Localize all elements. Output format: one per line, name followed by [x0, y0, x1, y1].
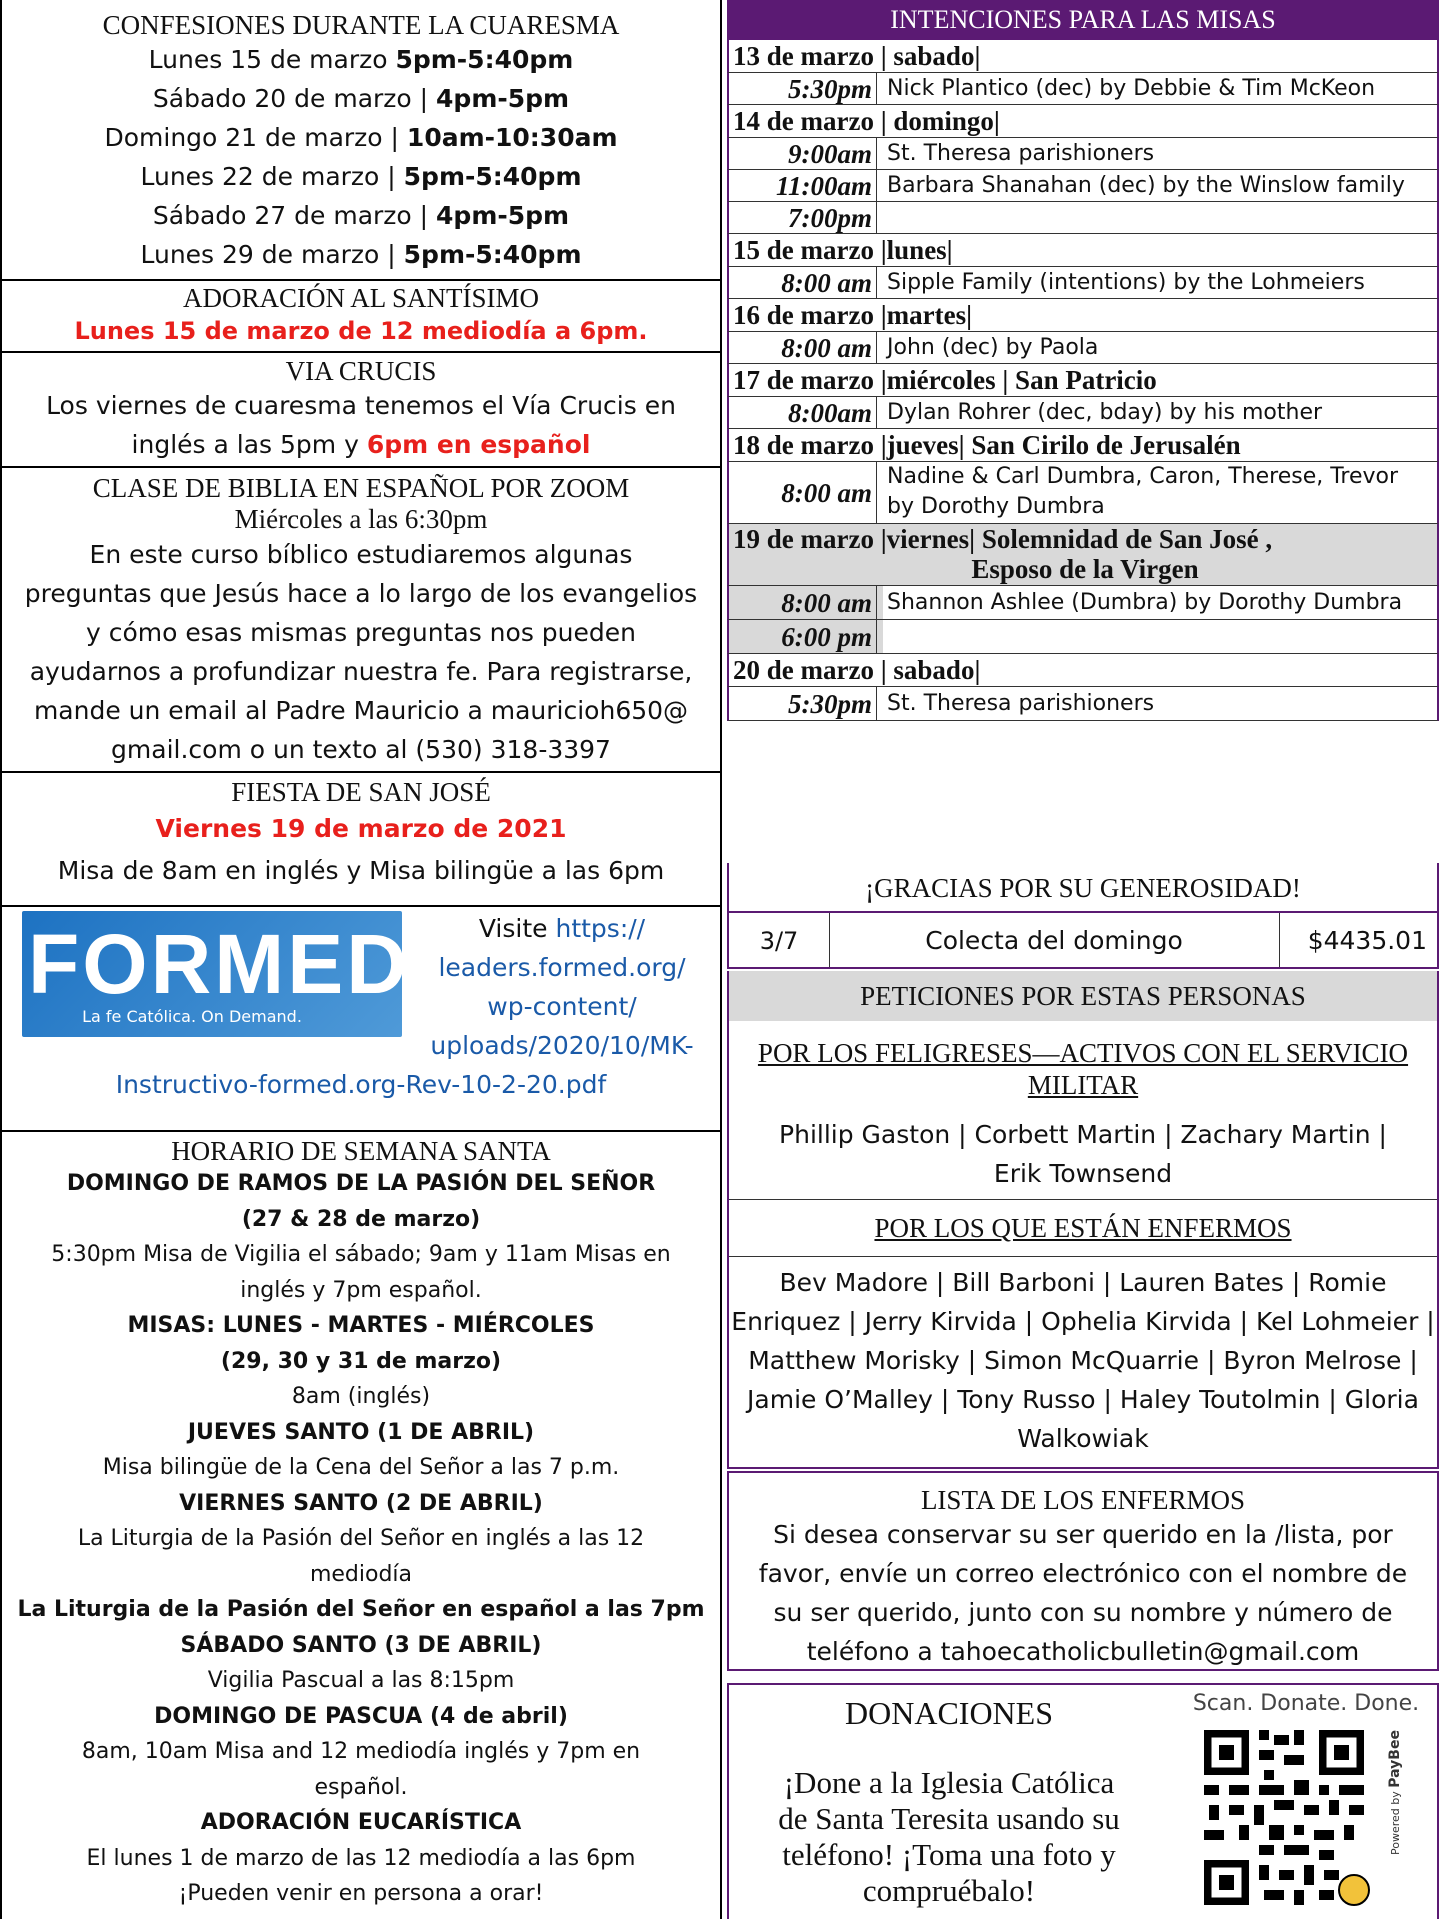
intenciones-mass-row — [727, 267, 1439, 299]
intenciones-time: 8:00am — [729, 397, 877, 428]
intenciones-date-row — [727, 364, 1439, 397]
intenciones-date-row — [727, 40, 1439, 73]
confesiones-box — [0, 0, 722, 281]
intenciones-mass-row — [727, 397, 1439, 429]
intenciones-date: 13 de marzo | sabado| — [733, 41, 981, 71]
semana-santa-title: HORARIO DE SEMANA SANTA — [171, 1136, 551, 1166]
semana-santa-line: ¡Pueden venir en persona a orar! — [178, 1881, 544, 1906]
formed-url-5[interactable]: Instructivo-formed.org-Rev-10-2-20.pdf — [115, 1070, 607, 1099]
fiesta-date: Viernes 19 de marzo de 2021 — [155, 814, 567, 843]
militar-title-2: MILITAR — [1027, 1070, 1139, 1100]
confesiones-day: Domingo 21 de marzo | — [104, 123, 407, 152]
lista-line: Si desea conservar su ser querido en la /lista, por — [773, 1520, 1393, 1549]
intenciones-date: 17 de marzo |miércoles | San Patricio — [733, 365, 1157, 395]
intenciones-date-row — [727, 299, 1439, 332]
donaciones-text — [739, 1765, 1159, 1909]
intenciones-time: 9:00am — [729, 138, 877, 169]
intenciones-mass-row — [727, 170, 1439, 202]
via-crucis-line2b: 6pm en español — [366, 430, 591, 459]
enfermos-line: Jamie O’Malley | Tony Russo | Haley Toutolmin | Gloria — [747, 1385, 1419, 1414]
donaciones-box — [727, 1683, 1439, 1919]
formed-tagline: La fe Católica. On Demand. — [82, 1007, 302, 1026]
donaciones-line: de Santa Teresita usando su — [778, 1801, 1120, 1836]
intenciones-date-row — [727, 234, 1439, 267]
formed-url-1[interactable]: https:// — [555, 914, 646, 943]
gracias-row — [727, 913, 1439, 969]
adoracion-text: Lunes 15 de marzo de 12 mediodía a 6pm. — [74, 317, 648, 345]
intenciones-text — [883, 138, 1437, 169]
intenciones-text — [883, 73, 1437, 104]
intenciones-mass-row — [727, 586, 1439, 620]
confesiones-day: Sábado 20 de marzo | — [152, 84, 437, 113]
formed-logo-text: FORMED — [28, 917, 410, 1011]
intenciones-title: INTENCIONES PARA LAS MISAS — [727, 0, 1439, 40]
intenciones-mass-row — [727, 332, 1439, 364]
confesiones-time: 4pm-5pm — [436, 201, 570, 230]
intenciones-mass-row — [727, 620, 1439, 654]
semana-santa-box — [0, 1130, 722, 1919]
intenciones-solemn-row — [727, 524, 1439, 586]
intenciones-intent: Sipple Family (intentions) by the Lohmeiers — [887, 270, 1365, 295]
via-crucis-title: VIA CRUCIS — [285, 356, 437, 386]
intenciones-intent: Shannon Ashlee (Dumbra) by Dorothy Dumbra — [887, 590, 1403, 615]
intenciones-date: 20 de marzo | sabado| — [733, 655, 981, 685]
donaciones-line: compruébalo! — [862, 1873, 1036, 1908]
confesiones-day: Lunes 22 de marzo | — [140, 162, 404, 191]
militar-title-1: POR LOS FELIGRESES—ACTIVOS CON EL SERVICIO — [757, 1038, 1409, 1068]
intenciones-mass-row — [727, 202, 1439, 234]
semana-santa-line: VIERNES SANTO (2 DE ABRIL) — [179, 1490, 543, 1516]
gracias-date: 3/7 — [729, 913, 830, 967]
enfermos-line: Matthew Morisky | Simon McQuarrie | Byron Melrose | — [748, 1346, 1418, 1375]
intenciones-text — [883, 586, 1437, 619]
donaciones-line: teléfono! ¡Toma una foto y — [782, 1837, 1116, 1872]
formed-visit-label: Visite — [478, 914, 556, 943]
adoracion-box — [0, 279, 722, 353]
via-crucis-line2a: inglés a las 5pm y — [131, 430, 367, 459]
confesiones-title: CONFESIONES DURANTE LA CUARESMA — [102, 10, 620, 40]
intenciones-text — [883, 267, 1437, 298]
formed-url-2[interactable]: leaders.formed.org/ — [438, 953, 686, 982]
paybee-label — [1385, 1730, 1405, 1855]
enfermos-line: Walkowiak — [1017, 1424, 1149, 1453]
confesiones-line — [2, 196, 720, 235]
semana-santa-line: Vigilia Pascual a las 8:15pm — [207, 1668, 515, 1693]
intenciones-text — [883, 332, 1437, 363]
semana-santa-line: inglés y 7pm español. — [240, 1277, 482, 1303]
gracias-label: Colecta del domingo — [829, 913, 1280, 967]
biblia-box — [0, 466, 722, 773]
formed-url-3[interactable]: wp-content/ — [487, 992, 637, 1021]
semana-santa-line: (27 & 28 de marzo) — [241, 1206, 481, 1232]
confesiones-time: 4pm-5pm — [436, 84, 570, 113]
intenciones-time: 11:00am — [729, 170, 877, 201]
semana-santa-line: 8am, 10am Misa and 12 mediodía inglés y 7pm en — [81, 1739, 641, 1764]
semana-santa-line: mediodía — [309, 1561, 413, 1587]
via-crucis-line2 — [2, 425, 720, 464]
intenciones-solemn-line2: Esposo de la Virgen — [971, 554, 1199, 584]
intenciones-text — [883, 397, 1437, 428]
formed-box — [0, 905, 722, 1132]
intenciones-time: 8:00 am — [729, 462, 877, 523]
fiesta-box — [0, 771, 722, 907]
confesiones-line — [2, 157, 720, 196]
intenciones-date: 16 de marzo |martes| — [733, 300, 973, 330]
intenciones-text — [883, 462, 1437, 523]
semana-santa-line: DOMINGO DE RAMOS DE LA PASIÓN DEL SEÑOR — [66, 1171, 656, 1196]
intenciones-intent: Nadine & Carl Dumbra, Caron, Therese, Trevor — [887, 464, 1399, 489]
intenciones-date-row — [727, 105, 1439, 138]
confesiones-day: Lunes 15 de marzo — [148, 45, 396, 74]
adoracion-title: ADORACIÓN AL SANTÍSIMO — [182, 283, 539, 313]
paybee-powered: Powered by — [1389, 1791, 1402, 1855]
intenciones-time: 7:00pm — [729, 202, 877, 233]
peticiones-box — [727, 1021, 1439, 1469]
scan-donate-text: Scan. Donate. Done. — [1192, 1691, 1420, 1716]
intenciones-time: 8:00 am — [729, 267, 877, 298]
intenciones-time: 5:30pm — [729, 687, 877, 720]
right-column — [727, 0, 1439, 1919]
intenciones-mass-row — [727, 687, 1439, 721]
confesiones-day: Sábado 27 de marzo | — [152, 201, 437, 230]
semana-santa-line: El lunes 1 de marzo de las 12 mediodía a las 6pm — [86, 1845, 636, 1871]
militar-line: Phillip Gaston | Corbett Martin | Zachary Martin | — [779, 1120, 1387, 1149]
lista-box — [727, 1471, 1439, 1671]
intenciones-intent: St. Theresa parishioners — [887, 691, 1155, 716]
intenciones-solemn-line1: 19 de marzo |viernes| Solemnidad de San José , — [733, 524, 1273, 554]
intenciones-time: 6:00 pm — [729, 620, 877, 653]
gracias-title: ¡GRACIAS POR SU GENEROSIDAD! — [727, 863, 1439, 913]
confesiones-line — [2, 235, 720, 274]
semana-santa-line: JUEVES SANTO (1 DE ABRIL) — [187, 1419, 535, 1445]
intenciones-date-row — [727, 429, 1439, 462]
semana-santa-line: 8am (inglés) — [291, 1384, 431, 1409]
confesiones-line — [2, 118, 720, 157]
intenciones-intent: Nick Plantico (dec) by Debbie & Tim McKeon — [887, 76, 1376, 101]
intenciones-time: 5:30pm — [729, 73, 877, 104]
confesiones-time: 5pm-5:40pm — [403, 240, 582, 269]
confesiones-time: 5pm-5:40pm — [403, 162, 582, 191]
formed-visit-line1 — [412, 909, 712, 948]
biblia-line: preguntas que Jesús hace a lo largo de los evangelios — [24, 579, 698, 608]
biblia-lines — [2, 535, 720, 769]
intenciones-text — [883, 202, 1437, 233]
lista-line: teléfono a tahoecatholicbulletin@gmail.com — [806, 1637, 1360, 1666]
semana-santa-line: (29, 30 y 31 de marzo) — [220, 1348, 502, 1374]
qr-code-icon[interactable] — [1199, 1725, 1379, 1915]
confesiones-time: 10am-10:30am — [406, 123, 618, 152]
semana-santa-line: español. — [314, 1774, 408, 1800]
intenciones-text — [883, 170, 1437, 201]
intenciones-time: 8:00 am — [729, 332, 877, 363]
intenciones-time: 8:00 am — [729, 586, 877, 619]
intenciones-text — [883, 620, 1437, 653]
formed-logo[interactable] — [22, 911, 410, 1037]
semana-santa-line: La Liturgia de la Pasión del Señor en inglés a las 12 — [77, 1526, 645, 1551]
confesiones-line — [2, 79, 720, 118]
biblia-line: ayudarnos a profundizar nuestra fe. Para registrarse, — [29, 657, 693, 686]
formed-url-4[interactable]: uploads/2020/10/MK- — [430, 1031, 694, 1060]
paybee-name: PayBee — [1387, 1730, 1403, 1788]
militar-list — [729, 1115, 1437, 1193]
lista-title: LISTA DE LOS ENFERMOS — [920, 1485, 1246, 1515]
confesiones-time: 5pm-5:40pm — [395, 45, 574, 74]
gracias-amount: $4435.01 — [1307, 926, 1427, 955]
confesiones-day: Lunes 29 de marzo | — [140, 240, 404, 269]
confesiones-line — [2, 40, 720, 79]
intenciones-intent: Dylan Rohrer (dec, bday) by his mother — [887, 400, 1323, 425]
via-crucis-line1: Los viernes de cuaresma tenemos el Vía Crucis en — [46, 391, 676, 420]
semana-santa-line: La Liturgia de la Pasión del Señor en español a las 7pm — [17, 1597, 705, 1622]
lista-line: su ser querido, junto con su nombre y número de — [773, 1598, 1393, 1627]
donaciones-title: DONACIONES — [845, 1695, 1053, 1731]
enfermos-list — [729, 1256, 1437, 1458]
confesiones-lines — [2, 40, 720, 274]
peticiones-title: PETICIONES POR ESTAS PERSONAS — [727, 971, 1439, 1021]
enfermos-title: POR LOS QUE ESTÁN ENFERMOS — [874, 1213, 1292, 1243]
biblia-line: mande un email al Padre Mauricio a mauricioh650@ — [33, 696, 689, 725]
semana-santa-line: SÁBADO SANTO (3 DE ABRIL) — [180, 1632, 542, 1658]
intenciones-text — [883, 687, 1437, 720]
intenciones-intent: Barbara Shanahan (dec) by the Winslow family — [887, 173, 1405, 198]
lista-line: favor, envíe un correo electrónico con el nombre de — [758, 1559, 1408, 1588]
enfermos-line: Bev Madore | Bill Barboni | Lauren Bates | Romie — [779, 1268, 1387, 1297]
biblia-subtitle: Miércoles a las 6:30pm — [234, 504, 488, 534]
biblia-line: gmail.com o un texto al (530) 318-3397 — [111, 735, 611, 764]
militar-line: Erik Townsend — [993, 1159, 1173, 1188]
biblia-line: y cómo esas mismas preguntas nos pueden — [86, 618, 636, 647]
semana-santa-line: 5:30pm Misa de Vigilia el sábado; 9am y 11am Misas en — [51, 1242, 671, 1267]
intenciones-intent: John (dec) by Paola — [887, 335, 1099, 360]
intenciones-mass-row — [727, 138, 1439, 170]
intenciones-intent: St. Theresa parishioners — [887, 141, 1155, 166]
biblia-line: En este curso bíblico estudiaremos algunas — [89, 540, 633, 569]
intenciones-intent: by Dorothy Dumbra — [887, 494, 1105, 519]
fiesta-text: Misa de 8am en inglés y Misa bilingüe a las 6pm — [57, 856, 665, 885]
semana-santa-line: ADORACIÓN EUCARÍSTICA — [200, 1810, 522, 1835]
intenciones-date: 14 de marzo | domingo| — [733, 106, 1000, 136]
formed-visit-block — [412, 909, 712, 1065]
semana-santa-lines — [2, 1166, 720, 1912]
semana-santa-line: MISAS: LUNES - MARTES - MIÉRCOLES — [127, 1313, 595, 1338]
intenciones-date: 15 de marzo |lunes| — [733, 235, 953, 265]
fiesta-title: FIESTA DE SAN JOSÉ — [231, 777, 491, 807]
via-crucis-box — [0, 351, 722, 468]
intenciones-mass-row — [727, 462, 1439, 524]
donaciones-line: ¡Done a la Iglesia Católica — [783, 1765, 1115, 1800]
intenciones-date-row — [727, 654, 1439, 687]
intenciones-date: 18 de marzo |jueves| San Cirilo de Jerusalén — [733, 430, 1241, 460]
semana-santa-line: DOMINGO DE PASCUA (4 de abril) — [154, 1703, 568, 1729]
intenciones-mass-row — [727, 73, 1439, 105]
enfermos-line: Enriquez | Jerry Kirvida | Ophelia Kirvida | Kel Lohmeier | — [731, 1307, 1435, 1336]
biblia-title: CLASE DE BIBLIA EN ESPAÑOL POR ZOOM — [92, 473, 630, 503]
semana-santa-line: Misa bilingüe de la Cena del Señor a las 7 p.m. — [102, 1455, 620, 1480]
